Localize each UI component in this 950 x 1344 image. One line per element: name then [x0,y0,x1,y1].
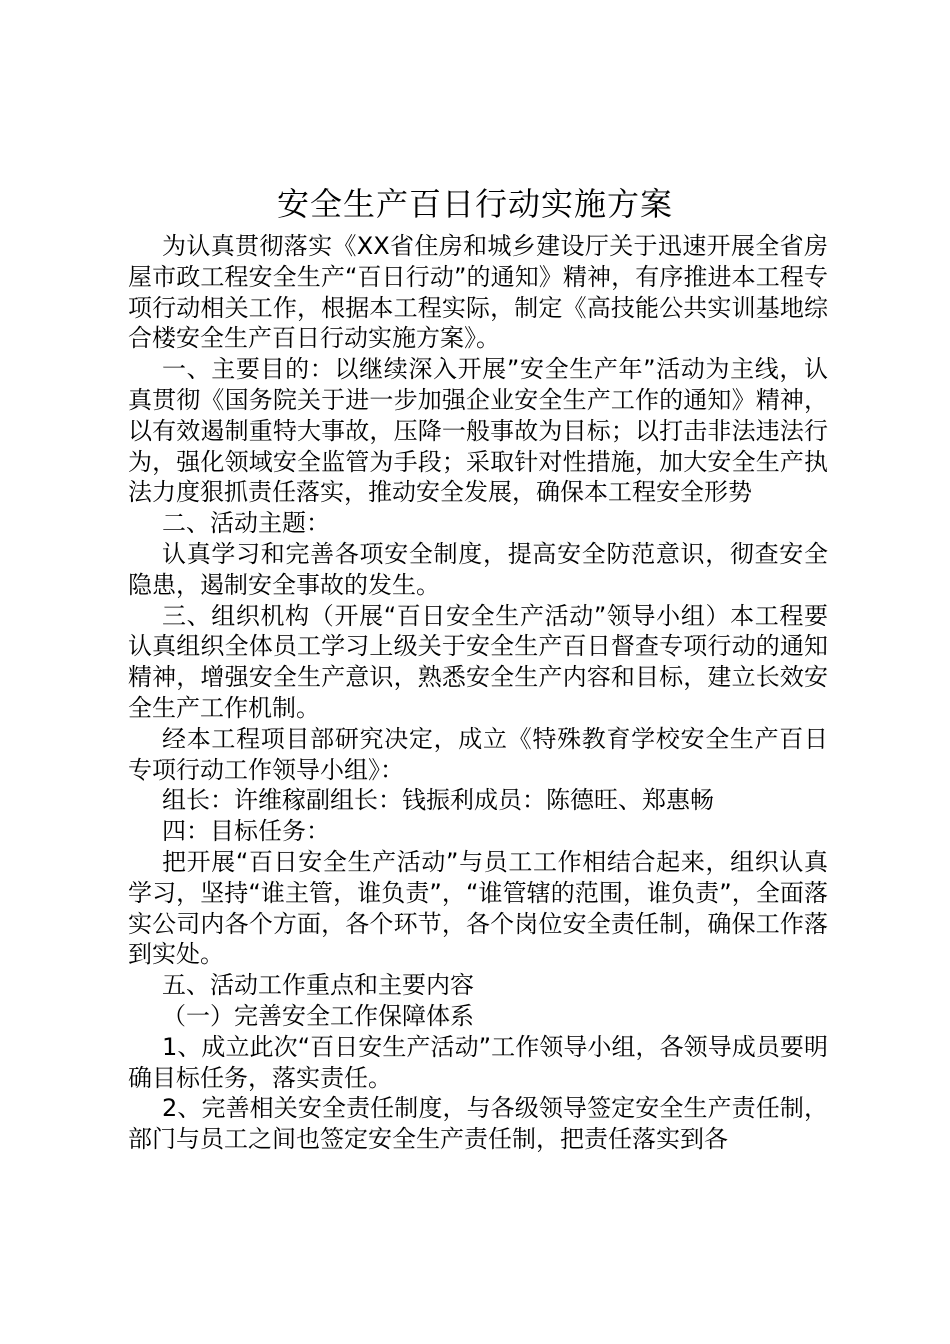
paragraph: 2、完善相关安全责任制度，与各级领导签定安全生产责任制，部门与员工之间也签定安全生产责任制，把责任落实到各 [128,1094,828,1154]
paragraph: 为认真贯彻落实《XX省住房和城乡建设厅关于迅速开展全省房屋市政工程安全生产“百日行动”的通知》精神，有序推进本工程专项行动相关工作，根据本工程实际，制定《高技能公共实训基地综合楼安全生产百日行动实施方案》。 [128,232,828,353]
paragraph: （一）完善安全工作保障体系 [162,1001,474,1030]
paragraph: 二、活动主题： [162,509,330,538]
paragraph: 三、组织机构（开展“百日安全生产活动”领导小组）本工程要认真组织全体员工学习上级关于安全生产百日督查专项行动的通知精神，增强安全生产意识，熟悉安全生产内容和目标，建立长效安全生产工作机制。 [128,601,828,722]
paragraph: 五、活动工作重点和主要内容 [162,971,474,1000]
paragraph: 经本工程项目部研究决定，成立《特殊教育学校安全生产百日专项行动工作领导小组》： [128,724,828,784]
paragraph: 把开展“百日安全生产活动”与员工工作相结合起来，组织认真学习，坚持“谁主管，谁负责”，“谁管辖的范围，谁负责”，全面落实公司内各个方面，各个环节，各个岗位安全责任制，确保工作落到实处。 [128,847,828,969]
document-title: 安全生产百日行动实施方案 [276,185,673,223]
paragraph: 四：目标任务： [162,817,330,846]
paragraph: 1、成立此次“百日安生产活动”工作领导小组，各领导成员要明确目标任务，落实责任。 [128,1032,828,1092]
paragraph: 一、主要目的：以继续深入开展”安全生产年”活动为主线，认真贯彻《国务院关于进一步加强企业安全生产工作的通知》精神，以有效遏制重特大事故，压降一般事故为目标；以打击非法违法行为，强化领域安全监管为手段；采取针对性措施，加大安全生产执法力度狠抓责任落实，推动安全发展，确保本工程安全形势 [128,355,828,507]
paragraph: 组长：许维稼副组长：钱振利成员：陈德旺、郑惠畅 [162,786,714,815]
document-body [128,231,828,1155]
paragraph: 认真学习和完善各项安全制度，提高安全防范意识，彻查安全隐患，遏制安全事故的发生。 [128,539,828,599]
